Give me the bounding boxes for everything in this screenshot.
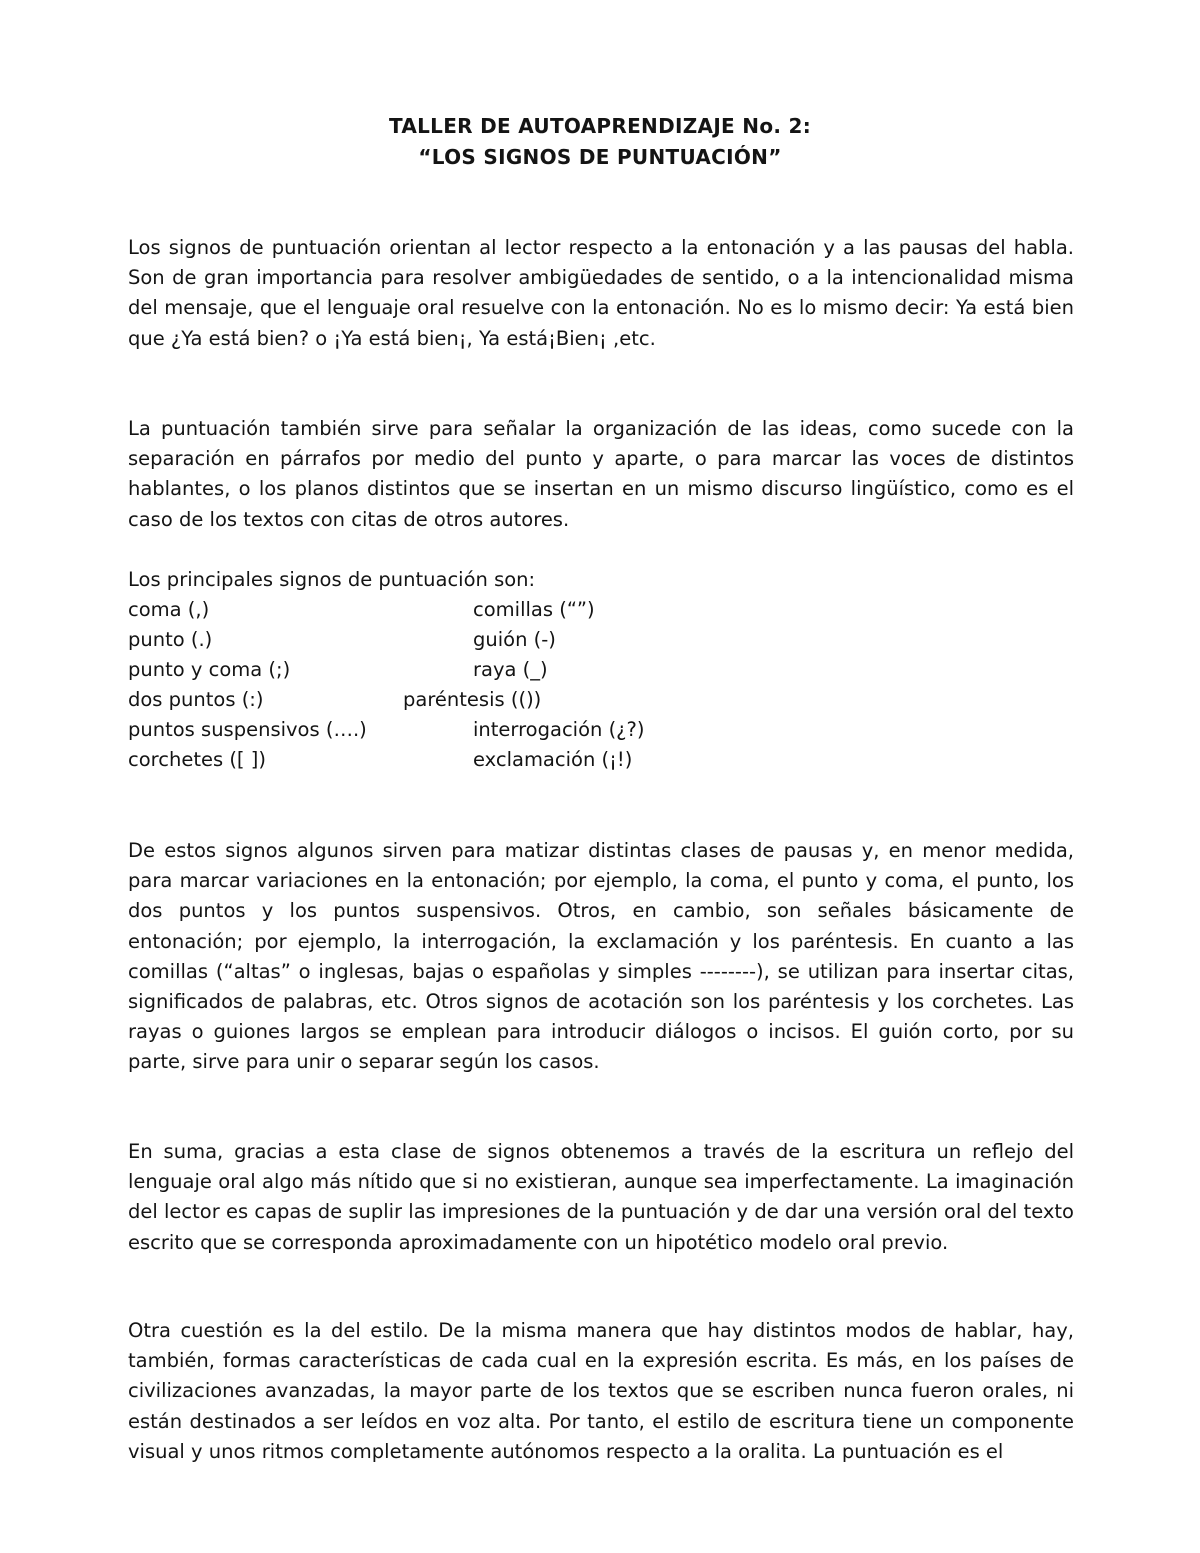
signs-list-heading: Los principales signos de puntuación son: (128, 568, 536, 591)
paragraph-summary: En suma, gracias a esta clase de signos obtenemos a través de la escritura un reflejo del lenguaje oral algo más nítido que si no existieran, aunque sea imperfectamente. La imaginación del lector es capas de suplir las impresiones de la puntuación y de dar una versión oral del texto escrito que se corresponda aproximadamente con un hipotético modelo oral previo. (128, 1140, 1074, 1254)
document-title: TALLER DE AUTOAPRENDIZAJE No. 2: (388, 114, 812, 138)
sign-item-comillas: comillas (“”) (473, 598, 595, 621)
sign-item-coma: coma (,) (128, 598, 210, 621)
sign-item-dos-puntos: dos puntos (:) (128, 688, 264, 711)
paragraph-pauses: De estos signos algunos sirven para matizar distintas clases de pausas y, en menor medida, para marcar variaciones en la entonación; por ejemplo, la coma, el punto y coma, el punto, los dos puntos y los puntos suspensivos. Otros, en cambio, son señales básicamente de entonación; por ejemplo, la interrogación, la exclamación y los paréntesis. En cuanto a las comillas (“altas” o inglesas, bajas o españolas y simples --------), se utilizan para insertar citas, significados de palabras, etc. Otros signos de acotación son los paréntesis y los corchetes. Las rayas o guiones largos se emplean para introducir diálogos o incisos. El guión corto, por su parte, sirve para unir o separar según los casos. (128, 839, 1074, 1074)
sign-item-interrogacion: interrogación (¿?) (473, 718, 645, 741)
sign-item-raya: raya (_) (473, 658, 548, 681)
sign-item-punto: punto (.) (128, 628, 213, 651)
paragraph-style: Otra cuestión es la del estilo. De la misma manera que hay distintos modos de hablar, hay, también, formas características de cada cual en la expresión escrita. Es más, en los países de civilizaciones avanzadas, la mayor parte de los textos que se escriben nunca fueron orales, ni están destinados a ser leídos en voz alta. Por tanto, el estilo de escritura tiene un componente visual y unos ritmos completamente autónomos respecto a la oralita. La puntuación es el (128, 1319, 1074, 1463)
sign-item-guion: guión (-) (473, 628, 556, 651)
paragraph-organization: La puntuación también sirve para señalar la organización de las ideas, como sucede con la separación en párrafos por medio del punto y aparte, o para marcar las voces de distintos hablantes, o los planos distintos que se insertan en un mismo discurso lingüístico, como es el caso de los textos con citas de otros autores. (128, 417, 1074, 531)
sign-item-corchetes: corchetes ([ ]) (128, 748, 266, 771)
sign-item-puntos-suspensivos: puntos suspensivos (….) (128, 718, 367, 741)
paragraph-intro: Los signos de puntuación orientan al lector respecto a la entonación y a las pausas del habla. Son de gran importancia para resolver ambigüedades de sentido, o a la intencionalidad misma del mensaje, que el lenguaje oral resuelve con la entonación. No es lo mismo decir: Ya está bien que ¿Ya está bien? o ¡Ya está bien¡, Ya está¡Bien¡ ,etc. (128, 236, 1074, 350)
sign-item-punto-y-coma: punto y coma (;) (128, 658, 291, 681)
document-subtitle: “LOS SIGNOS DE PUNTUACIÓN” (418, 145, 782, 169)
sign-item-exclamacion: exclamación (¡!) (473, 748, 633, 771)
sign-item-parentesis: paréntesis (()) (403, 688, 542, 711)
